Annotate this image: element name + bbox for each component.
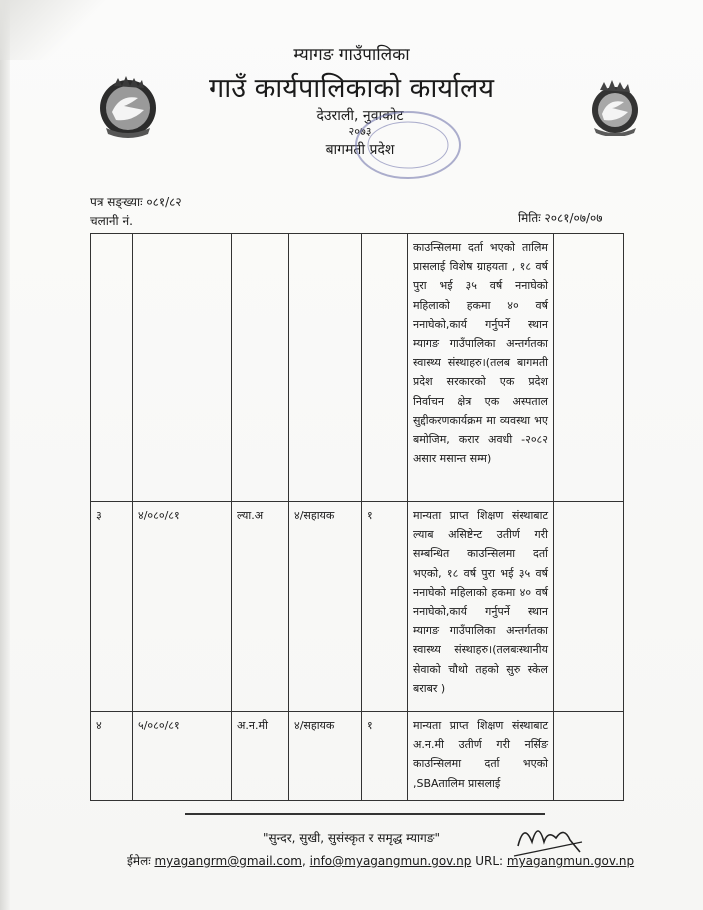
- website-link[interactable]: myagangmun.gov.np: [506, 854, 635, 868]
- dispatch-number-label: चलानी नं.: [90, 214, 133, 228]
- table-row: [91, 234, 624, 502]
- description-cell: मान्यता प्राप्त शिक्षण संस्थाबाट अ.न.मी उतीर्ण गरी नर्सिङ काउन्सिलमा दर्ता भएको ,SBAतालिम प्रासलाई: [408, 712, 554, 801]
- email-label: ईमेलः: [127, 854, 151, 868]
- count-cell: १: [362, 502, 408, 712]
- date-value: २०८१/०७/०७: [544, 211, 603, 225]
- letter-date: [518, 209, 603, 226]
- vacancy-table: [90, 233, 624, 801]
- category-cell: अ.न.मी: [232, 712, 289, 801]
- level-cell: [289, 234, 362, 502]
- scan-shadow: [0, 0, 10, 910]
- reference-label: पत्र सङ्ख्याः: [90, 195, 143, 209]
- email-link-primary[interactable]: myagangrm@gmail.com: [154, 854, 302, 868]
- date-label: मितिः: [518, 211, 541, 225]
- signature-icon: [510, 812, 585, 862]
- footer-divider: [185, 813, 545, 815]
- table-row: [91, 712, 624, 801]
- category-cell: [232, 234, 289, 502]
- email-link-secondary[interactable]: info@myagangmun.gov.np: [309, 854, 472, 868]
- reference-value: ०८१/८२: [146, 195, 182, 209]
- reference-number: [90, 193, 182, 210]
- office-stamp-icon: [352, 108, 464, 182]
- code-cell: ५/०८०/८१: [133, 712, 232, 801]
- description-cell: काउन्सिलमा दर्ता भएको तालिम प्रासलाई विशेष ग्राहयता , १८ वर्ष पुरा भई ३५ वर्ष ननाघेको महिलाको हकमा ४० वर्ष ननाघेको,कार्य गर्नुपर्ने स्थान म्यागङ गाउँपालिका अन्तर्गतका स्वास्थ्य संस्थाहरु।(तलब बागमती प्रदेश सरकारको एक प्रदेश निर्वाचन क्षेत्र एक अस्पताल सुद्दीकरणकार्यक्रम मा व्यवस्था भए बमोजिम, करार अवधी -२०८२ असार मसान्त सम्म): [408, 234, 554, 502]
- remarks-cell: [554, 234, 624, 502]
- footer-slogan: "सुन्दर, सुखी, सुसंस्कृत र समृद्ध म्यागङ": [263, 831, 440, 845]
- url-label: URL:: [475, 854, 504, 868]
- count-cell: [362, 234, 408, 502]
- remarks-cell: [554, 712, 624, 801]
- municipality-name: म्यागङ गाउँपालिका: [293, 45, 410, 65]
- code-cell: [133, 234, 232, 502]
- sn-cell: [91, 234, 133, 502]
- contact-line: ईमेलः myagangrm@gmail.com, info@myagangmun.gov.np URL: myagangmun.gov.np: [127, 854, 635, 868]
- sn-cell: ४: [91, 712, 133, 801]
- count-cell: १: [362, 712, 408, 801]
- table-row: [91, 502, 624, 712]
- sn-cell: ३: [91, 502, 133, 712]
- level-cell: ४/सहायक: [289, 502, 362, 712]
- remarks-cell: [554, 502, 624, 712]
- level-cell: ४/सहायक: [289, 712, 362, 801]
- province-name: बागमती प्रदेश: [325, 142, 395, 158]
- office-title: गाउँ कार्यपालिकाको कार्यालय: [209, 73, 494, 104]
- description-cell: मान्यता प्राप्त शिक्षण संस्थाबाट ल्याब असिष्टेन्ट उतीर्ण गरी सम्बन्धित काउन्सिलमा दर्ता भएको, १८ वर्ष पुरा भई ३५ वर्ष ननाघेको महिलाको हकमा ४० वर्ष ननाघेको,कार्य गर्नुपर्ने स्थान म्यागङ गाउँपालिका अन्तर्गतका स्वास्थ्य संस्थाहरु।(तलबःस्थानीय सेवाको चौथो तहको सुरु स्केल बराबर ): [408, 502, 554, 712]
- established-year: २०७३: [348, 125, 372, 138]
- code-cell: ४/०८०/८१: [133, 502, 232, 712]
- category-cell: ल्या.अ: [232, 502, 289, 712]
- address-line: देउराली, नुवाकोट: [316, 108, 404, 124]
